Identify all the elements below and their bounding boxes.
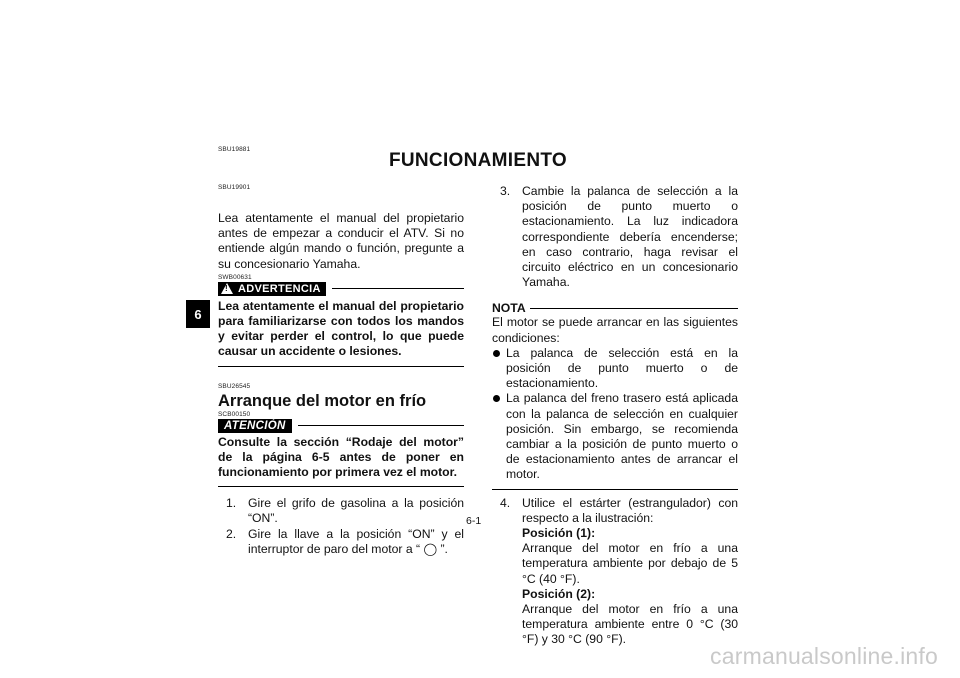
page-number: 6-1: [466, 515, 482, 527]
list-item: 4. Utilice el estárter (estrangulador) con respecto a la ilustración: Posición (1): Arranque del motor en frío a una temperatura ambiente por debajo de 5 °C (40 °F). Posición (2): Arranque del motor en frío a una temperatura ambiente entre 0 °C (30 °F) y 30 °C (90 °F).: [500, 495, 738, 647]
watermark: carmanualsonline.info: [710, 643, 938, 669]
bullet-icon: [493, 395, 500, 402]
caution-text: Consulte la sección “Rodaje del motor” de la página 6-5 antes de poner en funcionamiento por primera vez el motor.: [218, 434, 464, 480]
warning-text: Lea atentamente el manual del propietario para familiarizarse con todos los mandos y evitar perder el control, lo que puede causar un accidente o lesiones.: [218, 298, 464, 359]
chapter-tab: 6: [186, 300, 210, 328]
intro-paragraph: Lea atentamente el manual del propietario antes de empezar a conducir el ATV. Si no entiende algún mando o función, pregunte a su concesionario Yamaha.: [218, 211, 464, 271]
bullet-icon: [493, 350, 500, 357]
caution-label: ATENCIÓN: [218, 419, 292, 433]
nota-bottom-rule: [492, 489, 738, 490]
steps-list-right-2: [492, 496, 738, 648]
page-title: FUNCIONAMIENTO: [388, 150, 567, 171]
warning-bottom-rule: [218, 366, 464, 367]
caution-bottom-rule: [218, 486, 464, 487]
list-item: La palanca del freno trasero está aplicada con la palanca de selección en cualquier posición. Sin embargo, se recomienda cambiar a la posición de punto muerto o de estacionamiento antes de arrancar el motor.: [492, 391, 738, 482]
ref-code: SCB00150: [218, 410, 251, 418]
ref-code: SWB00631: [218, 273, 252, 281]
warning-top-rule: [332, 288, 464, 289]
list-item: 3. Cambie la palanca de selección a la posición de punto muerto o estacionamiento. La luz indicadora correspondiente debería encenderse; en caso contrario, haga revisar el circuito eléctrico en un concesionario Yamaha.: [500, 184, 738, 290]
nota-bullets: [492, 346, 738, 483]
left-column: [218, 184, 464, 557]
section-heading: Arranque del motor en frío: [218, 391, 427, 410]
list-item: 1. Gire el grifo de gasolina a la posición “ON”.: [226, 496, 464, 526]
nota-header: [492, 301, 738, 315]
position-2-label: Posición (2):: [522, 586, 596, 601]
nota-top-rule: [530, 308, 738, 309]
list-item: 2. Gire la llave a la posición “ON” y el interruptor de paro del motor a “ ◯ ”.: [226, 526, 464, 556]
position-1-text: Arranque del motor en frío a una temperatura ambiente por debajo de 5 °C (40 °F).: [522, 541, 738, 586]
steps-list-left: [218, 496, 464, 557]
steps-list-right: [492, 184, 738, 290]
nota-intro: El motor se puede arrancar en las siguientes condiciones:: [492, 315, 738, 345]
caution-header: [218, 419, 464, 433]
position-2-text: Arranque del motor en frío a una temperatura ambiente entre 0 °C (30 °F) y 30 °C (90 °F).: [522, 602, 738, 647]
ref-code: SBU19901: [218, 184, 251, 191]
warning-triangle-icon: [221, 283, 233, 294]
nota-label: NOTA: [492, 301, 526, 316]
warning-header: [218, 282, 464, 296]
warning-label: ! ADVERTENCIA: [218, 282, 326, 296]
list-item: La palanca de selección está en la posición de punto muerto o de estacionamiento.: [492, 346, 738, 392]
position-1-label: Posición (1):: [522, 526, 596, 541]
ref-code: SBU26545: [218, 382, 251, 390]
right-column: [492, 184, 738, 648]
caution-top-rule: [298, 425, 464, 426]
ref-code: SBU19881: [218, 146, 251, 153]
